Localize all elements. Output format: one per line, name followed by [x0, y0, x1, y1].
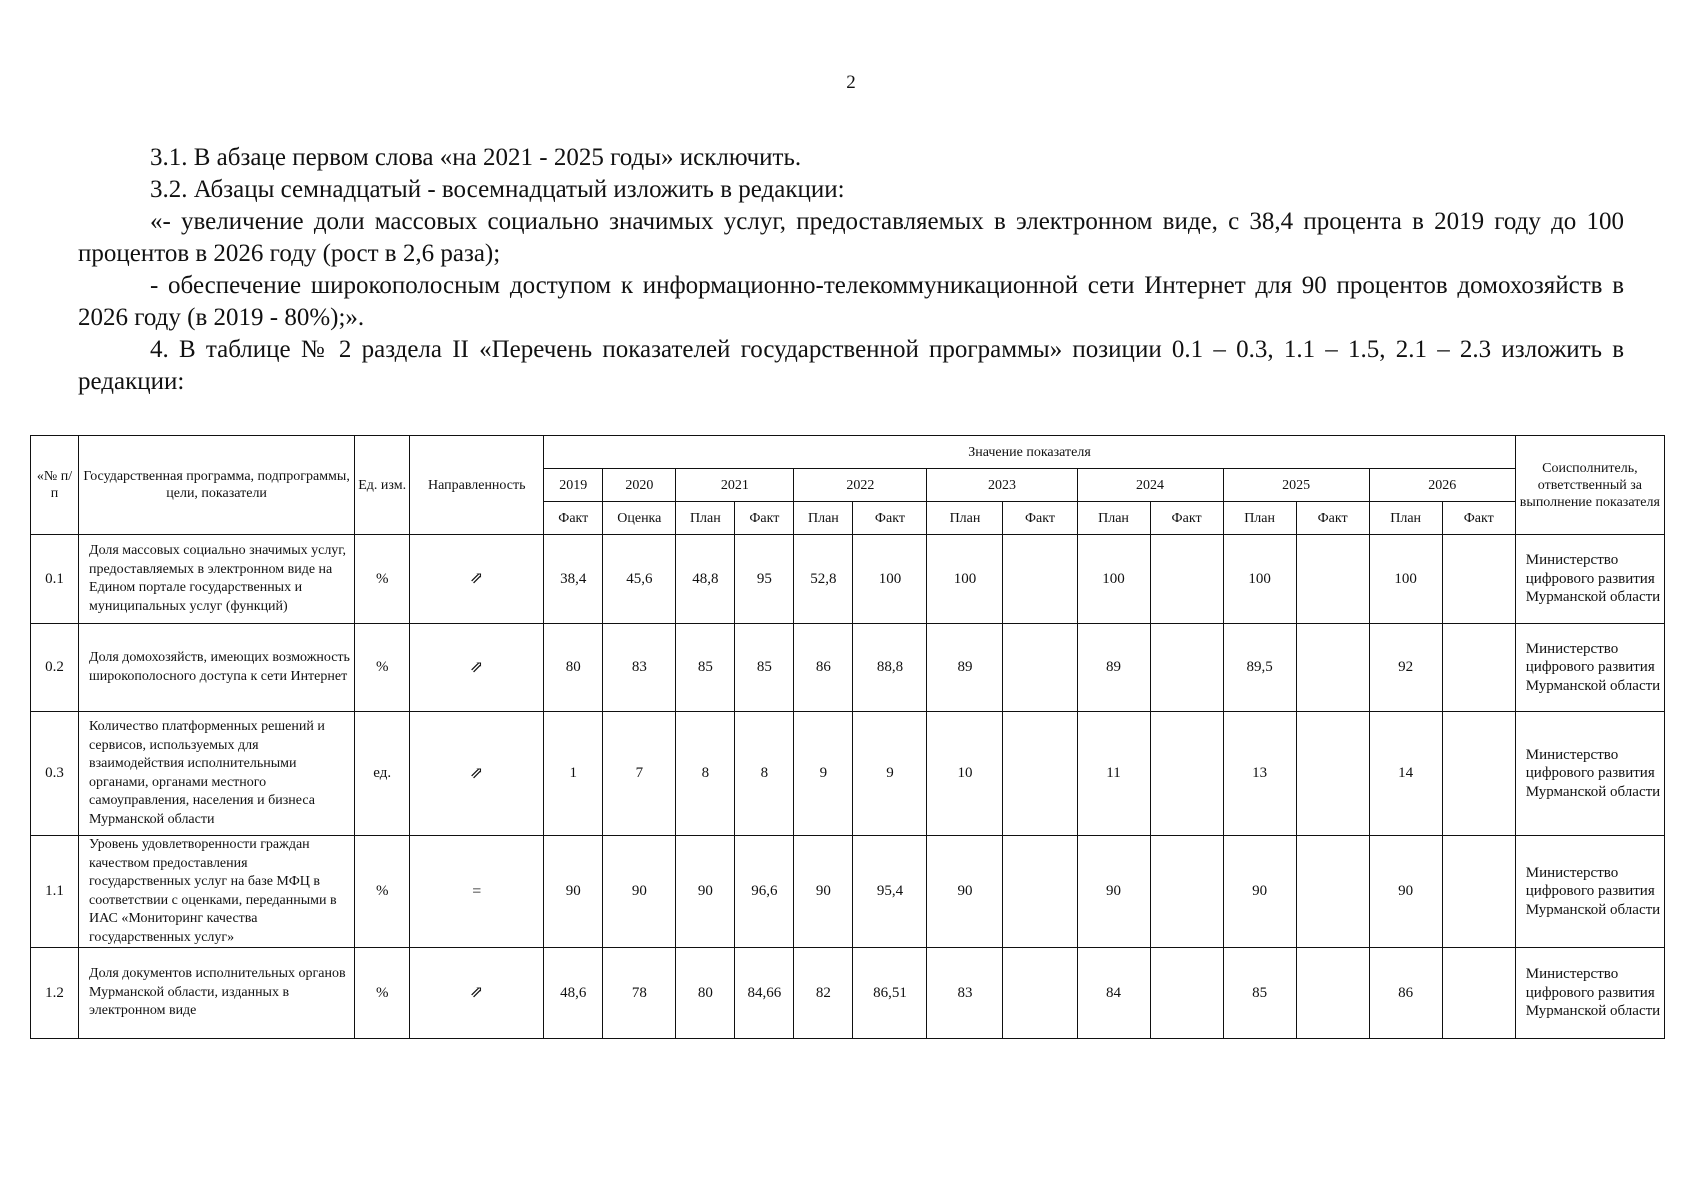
value-cell: [1003, 948, 1077, 1039]
value-cell: [1296, 836, 1369, 948]
table-header: [31, 436, 1665, 535]
value-cell: [1442, 712, 1515, 836]
value-cell: 86: [794, 624, 853, 712]
header-sub: Факт: [1003, 502, 1077, 535]
row-executor: Министерство цифрового развития Мурманской области: [1515, 624, 1664, 712]
direction-arrow-icon: ⇗: [470, 570, 484, 587]
paragraph-4: 4. В таблице № 2 раздела II «Перечень показателей государственной программы» позиции 0.1 – 0.3, 1.1 – 1.5, 2.1 – 2.3 изложить в редакции:: [78, 336, 1624, 395]
value-cell: 85: [735, 624, 794, 712]
table-body: [31, 535, 1665, 1039]
header-sub: Факт: [735, 502, 794, 535]
value-cell: 48,8: [676, 535, 735, 624]
value-cell: 90: [603, 836, 676, 948]
table-row: [31, 836, 1665, 948]
row-unit: %: [355, 535, 410, 624]
header-year: 2021: [676, 469, 794, 502]
value-cell: 45,6: [603, 535, 676, 624]
value-cell: 90: [1369, 836, 1442, 948]
direction-arrow-icon: ⇗: [470, 984, 484, 1001]
value-cell: [1296, 535, 1369, 624]
header-sub: План: [1223, 502, 1296, 535]
value-cell: 89,5: [1223, 624, 1296, 712]
row-unit: %: [355, 624, 410, 712]
header-num: «№ п/п: [31, 436, 79, 535]
table-row: [31, 948, 1665, 1039]
direction-arrow-icon: =: [472, 882, 482, 900]
value-cell: 90: [1077, 836, 1150, 948]
header-sub: План: [927, 502, 1003, 535]
value-cell: 83: [927, 948, 1003, 1039]
header-year: 2026: [1369, 469, 1515, 502]
value-cell: [1150, 712, 1223, 836]
value-cell: 85: [676, 624, 735, 712]
row-num: 1.1: [31, 836, 79, 948]
value-cell: [1150, 535, 1223, 624]
value-cell: 8: [676, 712, 735, 836]
row-executor: Министерство цифрового развития Мурманской области: [1515, 712, 1664, 836]
value-cell: 96,6: [735, 836, 794, 948]
value-cell: 92: [1369, 624, 1442, 712]
value-cell: 83: [603, 624, 676, 712]
table-row: [31, 535, 1665, 624]
value-cell: 90: [676, 836, 735, 948]
paragraph-3-1: 3.1. В абзаце первом слова «на 2021 - 2025 годы» исключить.: [150, 144, 802, 171]
value-cell: [1003, 535, 1077, 624]
paragraph-quote-2: - обеспечение широкополосным доступом к информационно-телекоммуникационной сети Интернет для 90 процентов домохозяйств в 2026 году (в 2019 - 80%);».: [78, 272, 1624, 331]
header-sub: План: [676, 502, 735, 535]
row-unit: %: [355, 948, 410, 1039]
value-cell: 100: [1223, 535, 1296, 624]
header-executor: Соисполнитель, ответственный за выполнение показателя: [1515, 436, 1664, 535]
header-year: 2023: [927, 469, 1077, 502]
header-year: 2020: [603, 469, 676, 502]
header-year: 2022: [794, 469, 927, 502]
row-direction: [410, 535, 544, 624]
header-name: Государственная программа, подпрограммы, цели, показатели: [79, 436, 355, 535]
row-executor: Министерство цифрового развития Мурманской области: [1515, 535, 1664, 624]
value-cell: [1150, 624, 1223, 712]
value-cell: [1003, 836, 1077, 948]
row-num: 1.2: [31, 948, 79, 1039]
value-cell: 84,66: [735, 948, 794, 1039]
value-cell: 13: [1223, 712, 1296, 836]
value-cell: [1442, 836, 1515, 948]
value-cell: 80: [676, 948, 735, 1039]
value-cell: [1296, 712, 1369, 836]
value-cell: [1442, 535, 1515, 624]
value-cell: 48,6: [544, 948, 603, 1039]
value-cell: 90: [927, 836, 1003, 948]
row-num: 0.2: [31, 624, 79, 712]
header-year: 2024: [1077, 469, 1223, 502]
value-cell: 9: [794, 712, 853, 836]
value-cell: [1150, 948, 1223, 1039]
header-value-group: Значение показателя: [544, 436, 1516, 469]
header-sub: Факт: [1296, 502, 1369, 535]
paragraph-quote-1: «- увеличение доли массовых социально значимых услуг, предоставляемых в электронном виде, с 38,4 процента в 2019 году до 100 процентов в 2026 году (рост в 2,6 раза);: [78, 208, 1624, 267]
paragraph-3-2: 3.2. Абзацы семнадцатый - восемнадцатый изложить в редакции:: [150, 176, 845, 203]
value-cell: 14: [1369, 712, 1442, 836]
body-text: [78, 142, 1624, 398]
row-name: Уровень удовлетворенности граждан качеством предоставления государственных услуг на базе МФЦ в соответствии с оценками, переданными в ИАС «Мониторинг качества государственных услуг»: [79, 836, 355, 948]
value-cell: 84: [1077, 948, 1150, 1039]
value-cell: [1003, 712, 1077, 836]
header-sub: Оценка: [603, 502, 676, 535]
header-direction: Направленность: [410, 436, 544, 535]
row-direction: [410, 836, 544, 948]
row-name: Доля массовых социально значимых услуг, предоставляемых в электронном виде на Едином портале государственных и муниципальных услуг (функций): [79, 535, 355, 624]
row-name: Количество платформенных решений и сервисов, используемых для взаимодействия исполнительными органами, органами местного самоуправления, населения и бизнеса Мурманской области: [79, 712, 355, 836]
value-cell: 90: [544, 836, 603, 948]
value-cell: 89: [1077, 624, 1150, 712]
header-sub: План: [1369, 502, 1442, 535]
value-cell: [1003, 624, 1077, 712]
header-sub: Факт: [1442, 502, 1515, 535]
row-unit: ед.: [355, 712, 410, 836]
value-cell: 86,51: [853, 948, 927, 1039]
row-name: Доля домохозяйств, имеющих возможность широкополосного доступа к сети Интернет: [79, 624, 355, 712]
value-cell: 52,8: [794, 535, 853, 624]
value-cell: 86: [1369, 948, 1442, 1039]
value-cell: 88,8: [853, 624, 927, 712]
value-cell: 95: [735, 535, 794, 624]
header-sub: Факт: [1150, 502, 1223, 535]
header-sub: План: [794, 502, 853, 535]
row-num: 0.1: [31, 535, 79, 624]
direction-arrow-icon: ⇗: [470, 764, 484, 782]
table-row: [31, 624, 1665, 712]
value-cell: 7: [603, 712, 676, 836]
header-sub: Факт: [544, 502, 603, 535]
row-executor: Министерство цифрового развития Мурманской области: [1515, 836, 1664, 948]
value-cell: [1442, 624, 1515, 712]
value-cell: 85: [1223, 948, 1296, 1039]
value-cell: 82: [794, 948, 853, 1039]
value-cell: [1296, 624, 1369, 712]
value-cell: 95,4: [853, 836, 927, 948]
value-cell: 100: [853, 535, 927, 624]
value-cell: 78: [603, 948, 676, 1039]
header-sub: План: [1077, 502, 1150, 535]
value-cell: 90: [794, 836, 853, 948]
row-direction: [410, 948, 544, 1039]
value-cell: [1442, 948, 1515, 1039]
value-cell: [1150, 836, 1223, 948]
header-year: 2019: [544, 469, 603, 502]
value-cell: 100: [1077, 535, 1150, 624]
header-unit: Ед. изм.: [355, 436, 410, 535]
value-cell: 89: [927, 624, 1003, 712]
direction-arrow-icon: ⇗: [470, 658, 484, 676]
row-unit: %: [355, 836, 410, 948]
table-row: [31, 712, 1665, 836]
row-num: 0.3: [31, 712, 79, 836]
row-direction: [410, 712, 544, 836]
header-year: 2025: [1223, 469, 1369, 502]
value-cell: 9: [853, 712, 927, 836]
row-name: Доля документов исполнительных органов Мурманской области, изданных в электронном виде: [79, 948, 355, 1039]
row-executor: Министерство цифрового развития Мурманской области: [1515, 948, 1664, 1039]
value-cell: 80: [544, 624, 603, 712]
value-cell: 1: [544, 712, 603, 836]
value-cell: 10: [927, 712, 1003, 836]
row-direction: [410, 624, 544, 712]
value-cell: 100: [927, 535, 1003, 624]
value-cell: 100: [1369, 535, 1442, 624]
value-cell: 11: [1077, 712, 1150, 836]
indicator-table: [30, 435, 1665, 1039]
value-cell: 8: [735, 712, 794, 836]
value-cell: [1296, 948, 1369, 1039]
value-cell: 90: [1223, 836, 1296, 948]
header-sub: Факт: [853, 502, 927, 535]
page-number: 2: [846, 72, 856, 93]
value-cell: 38,4: [544, 535, 603, 624]
